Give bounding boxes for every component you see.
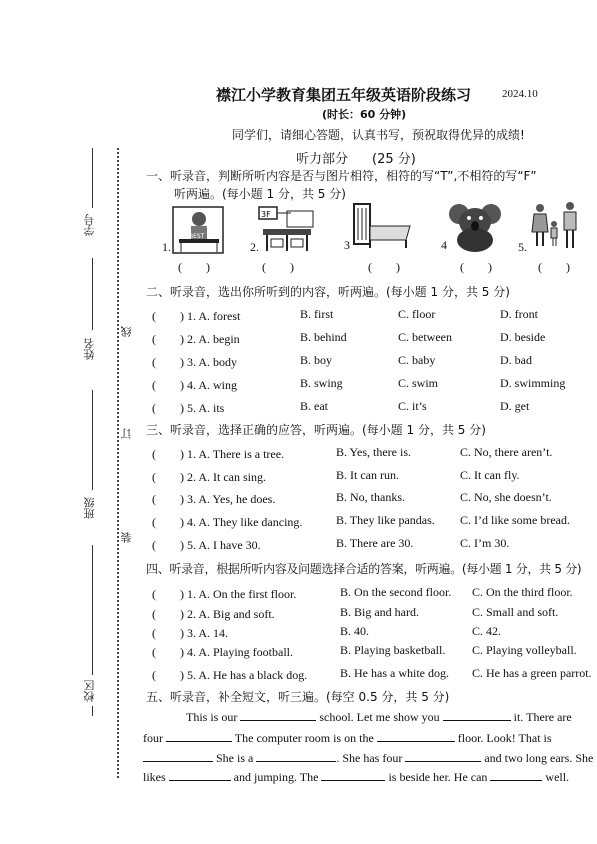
section5-heading: 五、听录音，补全短文，听三遍。(每空 0.5 分，共 5 分) xyxy=(146,690,450,704)
s4-q5[interactable]: ( ) 5. A. He has a black dog. xyxy=(152,668,308,682)
s2-q1-c: C. floor xyxy=(398,307,436,321)
exam-date: 2024.10 xyxy=(502,88,538,100)
passage-text: The computer room is on the xyxy=(234,731,374,745)
student-no-label: 学号 xyxy=(83,214,96,236)
part-score: (25 分) xyxy=(372,152,416,167)
s3-q3-c: C. No, she doesn’t. xyxy=(460,490,552,504)
s2-q4-c: C. swim xyxy=(398,376,439,390)
passage-line-3 xyxy=(143,749,593,766)
s2-q2[interactable]: ( ) 2. A. begin xyxy=(152,332,240,346)
class-label: 班级 xyxy=(83,497,96,519)
s2-q2-d: D. beside xyxy=(500,330,546,344)
classroom-floor-picture xyxy=(257,205,317,255)
passage-line-4 xyxy=(143,768,569,785)
picture-number-2: 2. xyxy=(250,240,259,254)
family-picture xyxy=(528,200,584,252)
s2-q5-d: D. get xyxy=(500,399,530,413)
s4-q2-c: C. Small and soft. xyxy=(472,605,559,619)
passage-text: likes xyxy=(143,770,166,784)
name-label: 姓名 xyxy=(83,338,96,360)
s2-q2-b: B. behind xyxy=(300,330,347,344)
page-title: 襟江小学教育集团五年级英语阶段练习 xyxy=(216,86,472,104)
s3-q5-c: C. I’m 30. xyxy=(460,536,510,550)
blank-4[interactable] xyxy=(377,729,455,742)
class-line xyxy=(92,390,93,490)
s4-q4-b: B. Playing basketball. xyxy=(340,643,446,657)
picture-number-5: 5. xyxy=(518,240,527,254)
s2-q1-d: D. front xyxy=(500,307,538,321)
name-line xyxy=(92,258,93,330)
binding-mark-zhuang: 装 xyxy=(120,532,133,543)
section3-heading: 三、听录音，选择正确的应答，听两遍。(每小题 1 分，共 5 分) xyxy=(146,423,486,437)
passage-line-2 xyxy=(143,729,552,746)
blank-2[interactable] xyxy=(443,708,511,721)
s3-q2-c: C. It can fly. xyxy=(460,468,520,482)
s2-q4-d: D. swimming xyxy=(500,376,566,390)
blank-1[interactable] xyxy=(240,708,316,721)
section1-heading: 一、听录音，判断所听内容是否与图片相符，相符的写“T”,不相符的写“F” xyxy=(146,169,537,183)
picture-number-3: 3 xyxy=(344,238,350,252)
s2-q3-c: C. baby xyxy=(398,353,436,367)
s2-q1-b: B. first xyxy=(300,307,334,321)
answer-paren-1[interactable]: ( ) xyxy=(178,260,210,274)
s4-q1-b: B. On the second floor. xyxy=(340,585,452,599)
s3-q5-b: B. There are 30. xyxy=(336,536,414,550)
passage-text: . She has four xyxy=(336,751,403,765)
s2-q1[interactable]: ( ) 1. A. forest xyxy=(152,309,241,323)
s3-q5[interactable]: ( ) 5. A. I have 30. xyxy=(152,538,261,552)
section1-heading-line2: 听两遍。(每小题 1 分，共 5 分) xyxy=(174,187,346,201)
passage-text: is beside her. He can xyxy=(388,770,488,784)
s2-q3[interactable]: ( ) 3. A. body xyxy=(152,355,237,369)
part-title: 听力部分 xyxy=(296,152,349,167)
s4-q5-c: C. He has a green parrot. xyxy=(472,666,592,680)
answer-paren-5[interactable]: ( ) xyxy=(538,260,570,274)
passage-text: well. xyxy=(545,770,570,784)
campus-line xyxy=(92,545,93,675)
s4-q2-b: B. Big and hard. xyxy=(340,605,419,619)
s3-q3-b: B. No, thanks. xyxy=(336,490,405,504)
passage-text: it. There are xyxy=(513,710,572,724)
student-desk-picture xyxy=(171,205,227,255)
s3-q3[interactable]: ( ) 3. A. Yes, he does. xyxy=(152,492,276,506)
s2-q3-d: D. bad xyxy=(500,353,532,367)
s2-q5-c: C. it’s xyxy=(398,399,427,413)
svg-text:BEST: BEST xyxy=(189,233,205,240)
blank-8[interactable] xyxy=(169,768,231,781)
picture-number-4: 4 xyxy=(441,238,447,252)
blank-7[interactable] xyxy=(405,749,481,762)
passage-text: floor. Look! That is xyxy=(457,731,552,745)
s2-q4-b: B. swing xyxy=(300,376,343,390)
campus-line-bottom xyxy=(92,706,93,716)
koala-picture xyxy=(447,200,505,254)
blank-5[interactable] xyxy=(143,749,213,762)
s3-q4[interactable]: ( ) 4. A. They like dancing. xyxy=(152,515,303,529)
s4-q2[interactable]: ( ) 2. A. Big and soft. xyxy=(152,607,275,621)
blank-9[interactable] xyxy=(321,768,385,781)
s4-q4-c: C. Playing volleyball. xyxy=(472,643,577,657)
picture-number-1: 1. xyxy=(162,240,171,254)
binding-dotted-line xyxy=(117,148,119,778)
s2-q5[interactable]: ( ) 5. A. its xyxy=(152,401,225,415)
s2-q3-b: B. boy xyxy=(300,353,333,367)
s2-q2-c: C. between xyxy=(398,330,452,344)
s4-q1-c: C. On the third floor. xyxy=(472,585,573,599)
exam-duration: (时长：60 分钟) xyxy=(322,108,407,121)
s3-q1-b: B. Yes, there is. xyxy=(336,445,412,459)
passage-text: She is a xyxy=(216,751,254,765)
s4-q5-b: B. He has a white dog. xyxy=(340,666,449,680)
s4-q3[interactable]: ( ) 3. A. 14. xyxy=(152,626,228,640)
binding-mark-ding: 订 xyxy=(120,428,133,439)
binding-mark-xian: 线 xyxy=(120,326,133,337)
blank-10[interactable] xyxy=(490,768,542,781)
greeting: 同学们，请细心答题，认真书写，预祝取得优异的成绩! xyxy=(232,128,525,142)
bed-picture xyxy=(350,200,414,252)
passage-text: school. Let me show you xyxy=(319,710,440,724)
blank-3[interactable] xyxy=(166,729,232,742)
passage-text: and two long ears. She xyxy=(484,751,594,765)
s2-q4[interactable]: ( ) 4. A. wing xyxy=(152,378,237,392)
blank-6[interactable] xyxy=(256,749,336,762)
s4-q3-c: C. 42. xyxy=(472,624,502,638)
section2-heading: 二、听录音，选出你所听到的内容，听两遍。(每小题 1 分，共 5 分) xyxy=(146,285,510,299)
s3-q4-c: C. I’d like some bread. xyxy=(460,513,570,527)
s4-q4[interactable]: ( ) 4. A. Playing football. xyxy=(152,645,293,659)
s3-q4-b: B. They like pandas. xyxy=(336,513,435,527)
passage-line-1 xyxy=(186,708,572,725)
s3-q2-b: B. It can run. xyxy=(336,468,399,482)
s3-q1-c: C. No, there aren’t. xyxy=(460,445,553,459)
s3-q2[interactable]: ( ) 2. A. It can sing. xyxy=(152,470,266,484)
passage-text: This is our xyxy=(186,710,238,724)
s2-q5-b: B. eat xyxy=(300,399,328,413)
passage-text: and jumping. The xyxy=(233,770,319,784)
s4-q3-b: B. 40. xyxy=(340,624,370,638)
s4-q1[interactable]: ( ) 1. A. On the first floor. xyxy=(152,587,297,601)
section4-heading: 四、听录音，根据所听内容及问题选择合适的答案，听两遍。(每小题 1 分，共 5 分) xyxy=(146,562,582,576)
passage-text: four xyxy=(143,731,163,745)
answer-paren-2[interactable]: ( ) xyxy=(262,260,294,274)
answer-paren-3[interactable]: ( ) xyxy=(368,260,400,274)
campus-label: 校区 xyxy=(83,680,96,702)
svg-text:3F: 3F xyxy=(261,210,271,219)
s3-q1[interactable]: ( ) 1. A. There is a tree. xyxy=(152,447,285,461)
answer-paren-4[interactable]: ( ) xyxy=(460,260,492,274)
student-no-line xyxy=(92,148,93,208)
